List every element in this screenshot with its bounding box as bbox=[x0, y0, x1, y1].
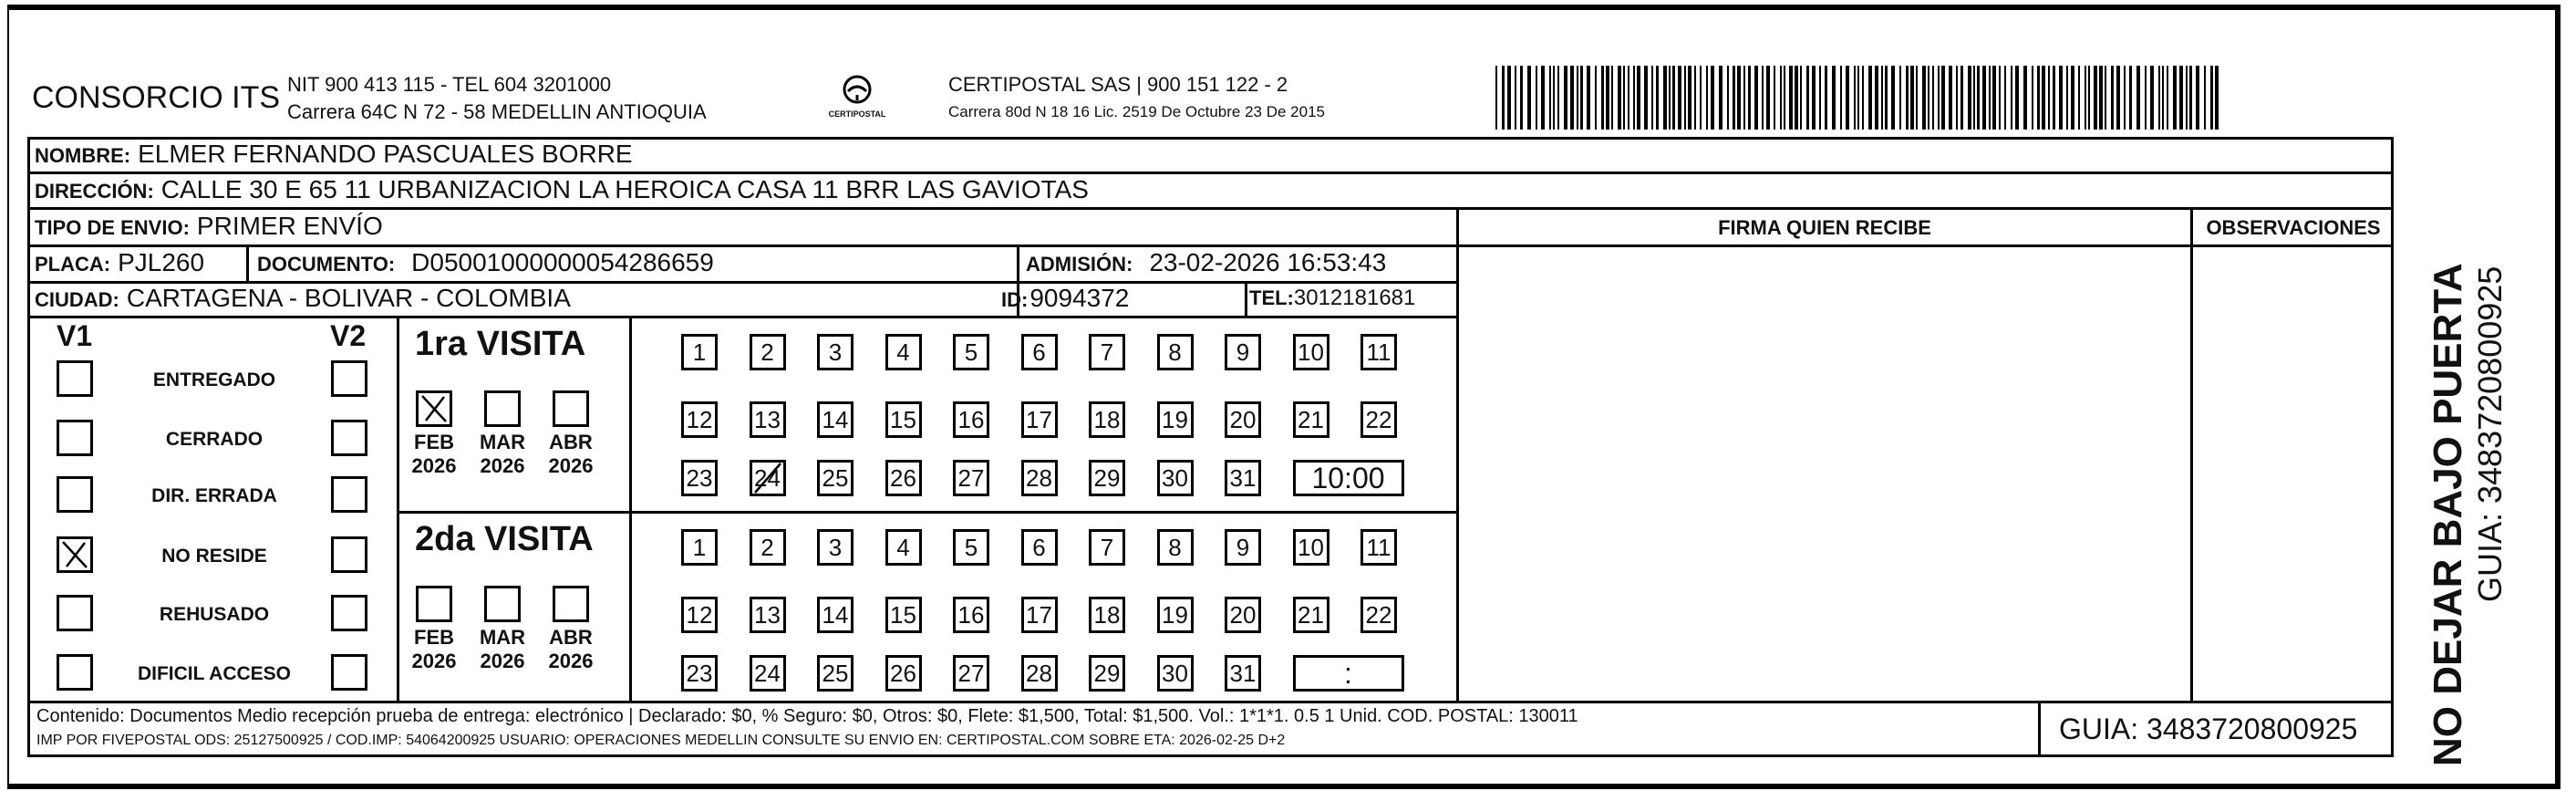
carrier-line: CERTIPOSTAL SAS | 900 151 122 - 2 bbox=[948, 73, 1288, 96]
day-box[interactable]: 29 bbox=[1089, 655, 1125, 692]
day-box[interactable]: 9 bbox=[1225, 529, 1261, 566]
barcode-bar bbox=[1857, 66, 1859, 130]
barcode-bar bbox=[2032, 66, 2033, 130]
day-box[interactable]: 28 bbox=[1021, 655, 1058, 692]
barcode bbox=[1495, 66, 2220, 130]
barcode-bar bbox=[1663, 66, 1667, 130]
barcode-bar bbox=[1706, 66, 1708, 130]
address-line: Carrera 64C N 72 - 58 MEDELLIN ANTIOQUIA bbox=[287, 100, 707, 123]
v1-label: V1 bbox=[57, 319, 93, 352]
barcode-bar bbox=[1840, 66, 1842, 130]
barcode-bar bbox=[2059, 66, 2063, 130]
day-box[interactable]: 12 bbox=[681, 597, 718, 633]
barcode-bar bbox=[1968, 66, 1971, 130]
month-name: MAR bbox=[479, 626, 526, 649]
barcode-bar bbox=[2196, 66, 2199, 130]
month-checkbox[interactable] bbox=[416, 586, 452, 622]
barcode-bar bbox=[1536, 66, 1537, 130]
barcode-bar bbox=[2004, 66, 2006, 130]
day-box[interactable]: 31 bbox=[1225, 460, 1261, 496]
admision-row bbox=[1026, 248, 1386, 277]
barcode-bar bbox=[2116, 66, 2120, 130]
day-box[interactable]: 10 bbox=[1293, 529, 1329, 566]
barcode-bar bbox=[1737, 66, 1741, 130]
barcode-bar bbox=[1587, 66, 1590, 130]
firma-header: FIRMA QUIEN RECIBE bbox=[1718, 216, 1931, 239]
barcode-bar bbox=[1862, 66, 1864, 130]
barcode-bar bbox=[1507, 66, 1511, 130]
barcode-bar bbox=[2094, 66, 2097, 130]
barcode-bar bbox=[1656, 66, 1659, 130]
barcode-bar bbox=[1564, 66, 1567, 130]
barcode-bar bbox=[1520, 66, 1523, 130]
status-label: CERRADO bbox=[165, 429, 264, 450]
col-divider bbox=[1245, 281, 1247, 316]
v2-checkbox[interactable] bbox=[331, 420, 367, 456]
day-box[interactable]: 11 bbox=[1360, 529, 1397, 566]
day-box[interactable]: 19 bbox=[1157, 597, 1194, 633]
barcode-bar bbox=[1956, 66, 1958, 130]
day-box[interactable]: 19 bbox=[1157, 401, 1194, 438]
side-guia: GUIA: 3483720800925 bbox=[2471, 265, 2509, 602]
day-box[interactable]: 12 bbox=[681, 401, 718, 438]
admision-value: 23-02-2026 16:53:43 bbox=[1149, 248, 1387, 276]
month-name: FEB bbox=[414, 626, 454, 649]
barcode-bar bbox=[1549, 66, 1551, 130]
barcode-bar bbox=[2179, 66, 2183, 130]
barcode-bar bbox=[1557, 66, 1559, 130]
barcode-bar bbox=[1644, 66, 1648, 130]
barcode-bar bbox=[1854, 66, 1856, 130]
month-year: 2026 bbox=[480, 454, 525, 477]
col-divider bbox=[246, 244, 249, 281]
day-box[interactable]: 22 bbox=[1360, 597, 1397, 633]
barcode-bar bbox=[1595, 66, 1597, 130]
barcode-bar bbox=[2088, 66, 2090, 130]
day-box[interactable]: 14 bbox=[817, 401, 853, 438]
day-box[interactable]: 24 bbox=[750, 655, 786, 692]
barcode-bar bbox=[1628, 66, 1629, 130]
barcode-bar bbox=[1780, 66, 1782, 130]
barcode-bar bbox=[1637, 66, 1640, 130]
day-box[interactable]: 30 bbox=[1157, 460, 1194, 496]
day-box[interactable]: 3 bbox=[817, 529, 853, 566]
id-value: 9094372 bbox=[1029, 284, 1130, 312]
barcode-bar bbox=[1762, 66, 1764, 130]
month-label bbox=[407, 431, 461, 478]
barcode-bar bbox=[2078, 66, 2080, 130]
barcode-bar bbox=[1825, 66, 1827, 130]
direccion-value: CALLE 30 E 65 11 URBANIZACION LA HEROICA CASA 11 BRR LAS GAVIOTAS bbox=[160, 175, 1089, 203]
month-label bbox=[543, 626, 598, 673]
barcode-bar bbox=[2150, 66, 2154, 130]
v2-checkbox[interactable] bbox=[331, 536, 367, 573]
day-box[interactable]: 22 bbox=[1360, 401, 1397, 438]
month-checkbox[interactable] bbox=[484, 586, 521, 622]
barcode-bar bbox=[1938, 66, 1940, 130]
barcode-bar bbox=[1606, 66, 1609, 130]
day-box[interactable]: 23 bbox=[681, 460, 718, 496]
barcode-bar bbox=[1846, 66, 1849, 130]
barcode-bar bbox=[2011, 66, 2012, 130]
v2-checkbox[interactable] bbox=[331, 595, 367, 631]
tel-row bbox=[1249, 286, 1415, 311]
barcode-bar bbox=[1748, 66, 1751, 130]
v1-checkbox[interactable] bbox=[57, 476, 93, 513]
barcode-bar bbox=[1922, 66, 1926, 130]
barcode-bar bbox=[2105, 66, 2106, 130]
day-box[interactable]: 15 bbox=[885, 401, 922, 438]
day-box[interactable]: 26 bbox=[885, 655, 922, 692]
day-box[interactable]: 23 bbox=[681, 655, 718, 692]
day-box[interactable]: 8 bbox=[1157, 334, 1194, 370]
day-box[interactable]: 13 bbox=[750, 401, 786, 438]
id-row bbox=[1001, 284, 1129, 313]
barcode-bar bbox=[1733, 66, 1735, 130]
day-box[interactable]: 21 bbox=[1293, 597, 1329, 633]
month-checkbox[interactable] bbox=[416, 390, 452, 427]
day-box[interactable]: 2 bbox=[750, 529, 786, 566]
barcode-bar bbox=[1906, 66, 1909, 130]
admision-label: ADMISIÓN: bbox=[1026, 253, 1133, 276]
col-divider bbox=[629, 316, 632, 701]
barcode-bar bbox=[1570, 66, 1574, 130]
status-label: ENTREGADO bbox=[152, 369, 276, 390]
imp-line: IMP POR FIVEPOSTAL ODS: 25127500925 / COD.IMP: 54064200925 USUARIO: OPERACIONES MEDELLIN CONSULTE SU ENVIO EN: CERTIPOSTAL.COM SOBRE ETA: 2026-02-25 D+2 bbox=[36, 733, 1286, 748]
day-box[interactable]: 30 bbox=[1157, 655, 1194, 692]
barcode-bar bbox=[2037, 66, 2040, 130]
barcode-bar bbox=[1928, 66, 1929, 130]
nit-line: NIT 900 413 115 - TEL 604 3201000 bbox=[287, 73, 612, 96]
barcode-bar bbox=[1633, 66, 1635, 130]
day-box[interactable]: 18 bbox=[1089, 401, 1125, 438]
ciudad-label: CIUDAD: bbox=[35, 288, 119, 311]
day-box[interactable]: 27 bbox=[953, 460, 989, 496]
day-box[interactable]: 6 bbox=[1021, 529, 1058, 566]
barcode-bar bbox=[1694, 66, 1696, 130]
row-divider bbox=[27, 172, 2394, 174]
day-box[interactable]: 25 bbox=[817, 655, 853, 692]
barcode-bar bbox=[1992, 66, 1996, 130]
month-checkbox[interactable] bbox=[553, 390, 589, 427]
day-box[interactable]: 17 bbox=[1021, 401, 1058, 438]
day-box[interactable]: 11 bbox=[1360, 334, 1397, 370]
day-box[interactable]: 2 bbox=[750, 334, 786, 370]
v1-checkbox[interactable] bbox=[57, 420, 93, 456]
day-box[interactable]: 15 bbox=[885, 597, 922, 633]
barcode-bar bbox=[1832, 66, 1836, 130]
barcode-bar bbox=[1719, 66, 1723, 130]
day-box[interactable]: 1 bbox=[681, 529, 718, 566]
col-divider bbox=[2190, 207, 2193, 701]
company-name: CONSORCIO ITS bbox=[32, 80, 281, 115]
barcode-bar bbox=[1700, 66, 1702, 130]
month-label bbox=[543, 431, 598, 478]
time-box[interactable]: : bbox=[1293, 655, 1404, 692]
barcode-bars bbox=[1495, 66, 2220, 130]
tel-label: TEL: bbox=[1249, 286, 1294, 309]
barcode-bar bbox=[2111, 66, 2114, 130]
month-name: ABR bbox=[549, 626, 593, 649]
barcode-bar bbox=[1754, 66, 1758, 130]
day-box[interactable]: 1 bbox=[681, 334, 718, 370]
barcode-bar bbox=[2124, 66, 2126, 130]
barcode-bar bbox=[1553, 66, 1555, 130]
barcode-bar bbox=[1527, 66, 1531, 130]
month-label bbox=[407, 626, 461, 673]
documento-value: D05001000000054286659 bbox=[411, 248, 714, 276]
visit-title: 2da VISITA bbox=[415, 520, 594, 558]
day-box[interactable]: 3 bbox=[817, 334, 853, 370]
day-box[interactable]: 13 bbox=[750, 597, 786, 633]
tipo-value: PRIMER ENVÍO bbox=[196, 212, 383, 240]
barcode-bar bbox=[1881, 66, 1883, 130]
day-box[interactable]: 16 bbox=[953, 401, 989, 438]
barcode-bar bbox=[1623, 66, 1625, 130]
placa-value: PJL260 bbox=[118, 248, 205, 276]
day-box[interactable]: 6 bbox=[1021, 334, 1058, 370]
day-box[interactable]: 17 bbox=[1021, 597, 1058, 633]
barcode-bar bbox=[2048, 66, 2050, 130]
nombre-label: NOMBRE: bbox=[35, 144, 131, 167]
barcode-bar bbox=[1977, 66, 1980, 130]
visit-divider bbox=[397, 511, 1457, 514]
barcode-bar bbox=[1515, 66, 1516, 130]
contenido-line: Contenido: Documentos Medio recepción prueba de entrega: electrónico | Declarado: $0, % Seguro: $0, Otros: $0, Flete: $1,500, Total: $1,500. Vol.: 1*1*1. 0.5 1 Unid. COD. POSTAL: 130011 bbox=[36, 706, 1578, 726]
barcode-bar bbox=[1982, 66, 1986, 130]
month-year: 2026 bbox=[548, 454, 594, 477]
status-label: NO RESIDE bbox=[161, 546, 267, 567]
col-divider bbox=[2038, 701, 2041, 757]
nombre-value: ELMER FERNANDO PASCUALES BORRE bbox=[138, 140, 633, 168]
documento-row bbox=[257, 248, 714, 277]
nombre-row bbox=[35, 140, 633, 169]
barcode-bar bbox=[2129, 66, 2132, 130]
barcode-bar bbox=[2145, 66, 2147, 130]
month-year: 2026 bbox=[411, 650, 457, 672]
barcode-bar bbox=[2136, 66, 2140, 130]
barcode-bar bbox=[1891, 66, 1895, 130]
month-label bbox=[475, 431, 530, 478]
day-box[interactable]: 5 bbox=[953, 529, 989, 566]
v2-checkbox[interactable] bbox=[331, 476, 367, 513]
barcode-bar bbox=[1875, 66, 1878, 130]
day-box[interactable]: 31 bbox=[1225, 655, 1261, 692]
v1-checkbox[interactable] bbox=[57, 360, 93, 397]
ciudad-row bbox=[35, 284, 571, 313]
tel-value: 3012181681 bbox=[1293, 286, 1416, 310]
day-box[interactable]: 7 bbox=[1089, 529, 1125, 566]
day-box[interactable]: 26 bbox=[885, 460, 922, 496]
time-box[interactable]: 10:00 bbox=[1293, 460, 1404, 496]
barcode-bar bbox=[1541, 66, 1545, 130]
barcode-bar bbox=[2066, 66, 2068, 130]
barcode-bar bbox=[2158, 66, 2160, 130]
barcode-bar bbox=[2099, 66, 2103, 130]
id-label: ID: bbox=[1001, 288, 1029, 311]
day-box[interactable]: 28 bbox=[1021, 460, 1058, 496]
barcode-bar bbox=[1899, 66, 1901, 130]
barcode-bar bbox=[2162, 66, 2164, 130]
v2-label: V2 bbox=[330, 319, 367, 352]
barcode-bar bbox=[1727, 66, 1729, 130]
placa-row bbox=[35, 248, 204, 277]
row-divider bbox=[1456, 244, 2394, 247]
placa-label: PLACA: bbox=[35, 253, 111, 276]
barcode-bar bbox=[1973, 66, 1975, 130]
v2-checkbox[interactable] bbox=[331, 654, 367, 691]
day-box[interactable]: 24 bbox=[750, 460, 786, 496]
status-label: DIFICIL ACCESO bbox=[137, 663, 291, 684]
barcode-bar bbox=[1989, 66, 1991, 130]
month-name: FEB bbox=[414, 431, 454, 453]
barcode-bar bbox=[2015, 66, 2019, 130]
barcode-bar bbox=[1688, 66, 1691, 130]
row-divider bbox=[27, 207, 2394, 210]
barcode-bar bbox=[1999, 66, 2001, 130]
barcode-bar bbox=[1601, 66, 1604, 130]
row-divider bbox=[27, 244, 1457, 247]
day-box[interactable]: 16 bbox=[953, 597, 989, 633]
v2-checkbox[interactable] bbox=[331, 360, 367, 397]
status-label: REHUSADO bbox=[159, 604, 270, 625]
month-checkbox[interactable] bbox=[553, 586, 589, 622]
month-label bbox=[475, 626, 530, 673]
row-divider bbox=[27, 316, 1457, 318]
logo-text: CERTIPOSTAL bbox=[828, 109, 886, 119]
barcode-bar bbox=[2210, 66, 2213, 130]
status-label: DIR. ERRADA bbox=[151, 485, 277, 506]
barcode-bar bbox=[1766, 66, 1770, 130]
day-box[interactable]: 21 bbox=[1293, 401, 1329, 438]
observaciones-header: OBSERVACIONES bbox=[2206, 216, 2381, 239]
barcode-bar bbox=[1932, 66, 1934, 130]
day-box[interactable]: 25 bbox=[817, 460, 853, 496]
barcode-bar bbox=[1611, 66, 1613, 130]
col-divider bbox=[1456, 207, 1459, 701]
barcode-bar bbox=[2215, 66, 2219, 130]
barcode-bar bbox=[1812, 66, 1816, 130]
barcode-bar bbox=[1580, 66, 1583, 130]
day-box[interactable]: 7 bbox=[1089, 334, 1125, 370]
barcode-bar bbox=[2204, 66, 2206, 130]
barcode-bar bbox=[1784, 66, 1785, 130]
v1-checkbox[interactable] bbox=[57, 595, 93, 631]
tipo-label: TIPO DE ENVIO: bbox=[35, 216, 190, 239]
day-box[interactable]: 20 bbox=[1225, 401, 1261, 438]
day-box[interactable]: 10 bbox=[1293, 334, 1329, 370]
month-checkbox[interactable] bbox=[484, 390, 521, 427]
month-year: 2026 bbox=[411, 454, 457, 477]
barcode-bar bbox=[1916, 66, 1918, 130]
barcode-bar bbox=[1800, 66, 1802, 130]
v1-checkbox[interactable] bbox=[57, 536, 93, 573]
direccion-label: DIRECCIÓN: bbox=[35, 180, 154, 203]
barcode-bar bbox=[2053, 66, 2055, 130]
barcode-bar bbox=[1789, 66, 1793, 130]
barcode-bar bbox=[2189, 66, 2192, 130]
barcode-bar bbox=[1774, 66, 1775, 130]
barcode-bar bbox=[2071, 66, 2074, 130]
day-box[interactable]: 9 bbox=[1225, 334, 1261, 370]
barcode-bar bbox=[1885, 66, 1888, 130]
barcode-bar bbox=[1618, 66, 1621, 130]
barcode-bar bbox=[2186, 66, 2188, 130]
direccion-row bbox=[35, 175, 1089, 204]
day-box[interactable]: 27 bbox=[953, 655, 989, 692]
barcode-bar bbox=[1672, 66, 1675, 130]
day-box[interactable]: 20 bbox=[1225, 597, 1261, 633]
barcode-bar bbox=[1795, 66, 1798, 130]
visit-title: 1ra VISITA bbox=[415, 325, 586, 363]
barcode-bar bbox=[1651, 66, 1653, 130]
barcode-bar bbox=[1819, 66, 1821, 130]
side-warning: NO DEJAR BAJO PUERTA bbox=[2426, 263, 2470, 766]
barcode-bar bbox=[1669, 66, 1671, 130]
barcode-bar bbox=[1868, 66, 1872, 130]
barcode-bar bbox=[1941, 66, 1945, 130]
barcode-bar bbox=[1711, 66, 1714, 130]
barcode-bar bbox=[1678, 66, 1681, 130]
documento-label: DOCUMENTO: bbox=[257, 253, 396, 276]
month-name: MAR bbox=[479, 431, 526, 453]
barcode-bar bbox=[1960, 66, 1963, 130]
barcode-bar bbox=[2023, 66, 2027, 130]
ciudad-value: CARTAGENA - BOLIVAR - COLOMBIA bbox=[126, 284, 571, 312]
col-divider bbox=[397, 316, 399, 701]
month-year: 2026 bbox=[548, 650, 594, 672]
carrier-address: Carrera 80d N 18 16 Lic. 2519 De Octubre 23 De 2015 bbox=[948, 103, 1325, 120]
day-box[interactable]: 8 bbox=[1157, 529, 1194, 566]
month-year: 2026 bbox=[480, 650, 525, 672]
day-box[interactable]: 4 bbox=[885, 334, 922, 370]
barcode-bar bbox=[1949, 66, 1952, 130]
barcode-bar bbox=[2167, 66, 2168, 130]
barcode-bar bbox=[2173, 66, 2177, 130]
v1-checkbox[interactable] bbox=[57, 654, 93, 691]
barcode-bar bbox=[2042, 66, 2045, 130]
barcode-bar bbox=[1910, 66, 1914, 130]
barcode-bar bbox=[2085, 66, 2086, 130]
month-name: ABR bbox=[549, 431, 593, 453]
day-box[interactable]: 5 bbox=[953, 334, 989, 370]
day-box[interactable]: 4 bbox=[885, 529, 922, 566]
footer-guia: GUIA: 3483720800925 bbox=[2059, 713, 2358, 745]
barcode-bar bbox=[1806, 66, 1809, 130]
certipostal-logo bbox=[825, 71, 889, 126]
tipo-row bbox=[35, 212, 383, 241]
day-box[interactable]: 18 bbox=[1089, 597, 1125, 633]
barcode-bar bbox=[1577, 66, 1578, 130]
day-box[interactable]: 14 bbox=[817, 597, 853, 633]
barcode-bar bbox=[1502, 66, 1505, 130]
day-box[interactable]: 29 bbox=[1089, 460, 1125, 496]
barcode-bar bbox=[1684, 66, 1686, 130]
barcode-bar bbox=[1743, 66, 1745, 130]
barcode-bar bbox=[1495, 66, 1497, 130]
